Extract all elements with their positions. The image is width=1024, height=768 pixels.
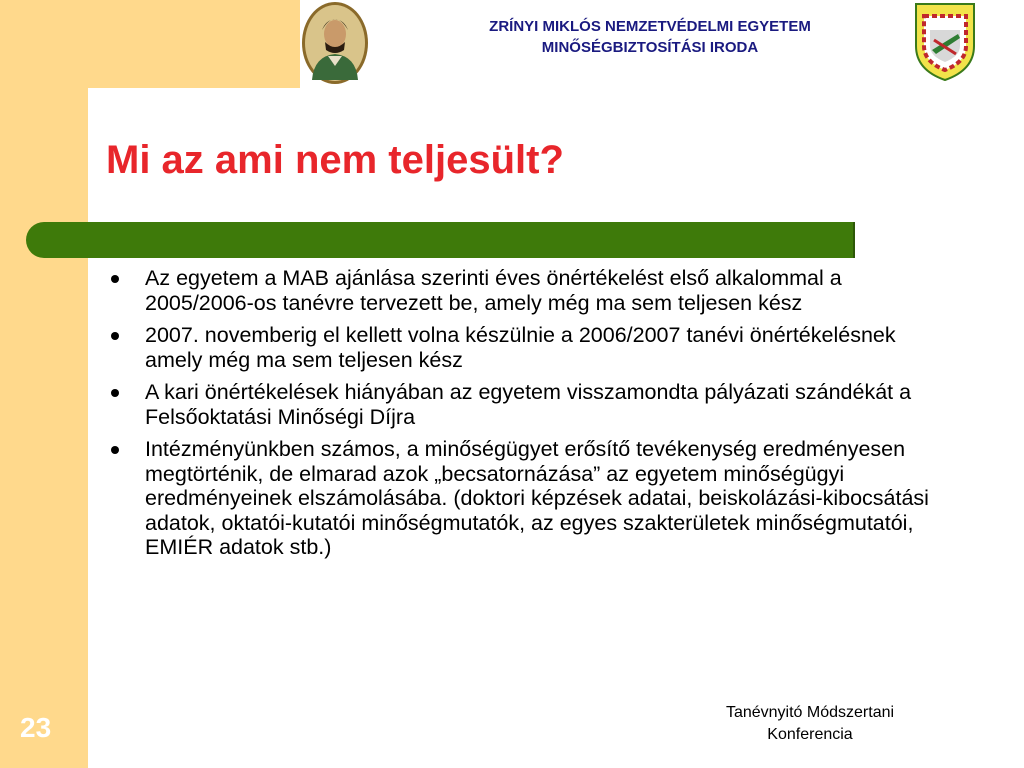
bullet-text: 2007. novemberig el kellett volna készülnie a 2006/2007 tanévi önértékelésnek amely még ma sem teljesen kész <box>145 323 896 372</box>
header-line-2: MINŐSÉGBIZTOSÍTÁSI IRODA <box>541 39 759 56</box>
university-crest-icon <box>912 0 978 82</box>
top-accent-band <box>0 0 300 88</box>
portrait-image <box>300 0 370 86</box>
bullet-item <box>100 323 930 372</box>
bullet-text: Az egyetem a MAB ajánlása szerinti éves önértékelést első alkalommal a 2005/2006-os tanévre tervezett be, amely még ma sem teljesen kész <box>145 266 842 315</box>
bullet-item <box>100 266 930 315</box>
bullet-list <box>100 266 930 568</box>
bullet-dot-icon <box>111 275 119 283</box>
institution-header <box>400 16 900 58</box>
footer-line-2: Konferencia <box>767 726 853 743</box>
bullet-text: Intézményünkben számos, a minőségügyet erősítő tevékenység eredményesen megtörténik, de elmarad azok „becsatornázása” az egyetem minőségügyi eredményeinek elszámolásába. (doktori képzések adatai, beiskolázási-kibocsátási adatok, oktatói-kutatói minőségmutatók, az egyes szakterületek minőségmutatói, EMIÉR adatok stb.) <box>145 437 929 559</box>
header-line-1: ZRÍNYI MIKLÓS NEMZETVÉDELMI EGYETEM <box>489 18 811 35</box>
bullet-dot-icon <box>111 332 119 340</box>
left-accent-strip <box>0 0 88 768</box>
title-divider-bar <box>26 222 854 258</box>
bullet-text: A kari önértékelések hiányában az egyetem visszamondta pályázati szándékát a Felsőoktatási Minőségi Díjra <box>145 380 912 429</box>
bullet-dot-icon <box>111 446 119 454</box>
bullet-item <box>100 437 930 560</box>
bullet-item <box>100 380 930 429</box>
bullet-dot-icon <box>111 389 119 397</box>
footer-line-1: Tanévnyitó Módszertani <box>725 704 895 721</box>
footer-caption <box>690 702 930 746</box>
title-divider-edge <box>853 222 855 258</box>
slide-title: Mi az ami nem teljesült? <box>106 138 564 182</box>
page-number: 23 <box>20 712 52 743</box>
